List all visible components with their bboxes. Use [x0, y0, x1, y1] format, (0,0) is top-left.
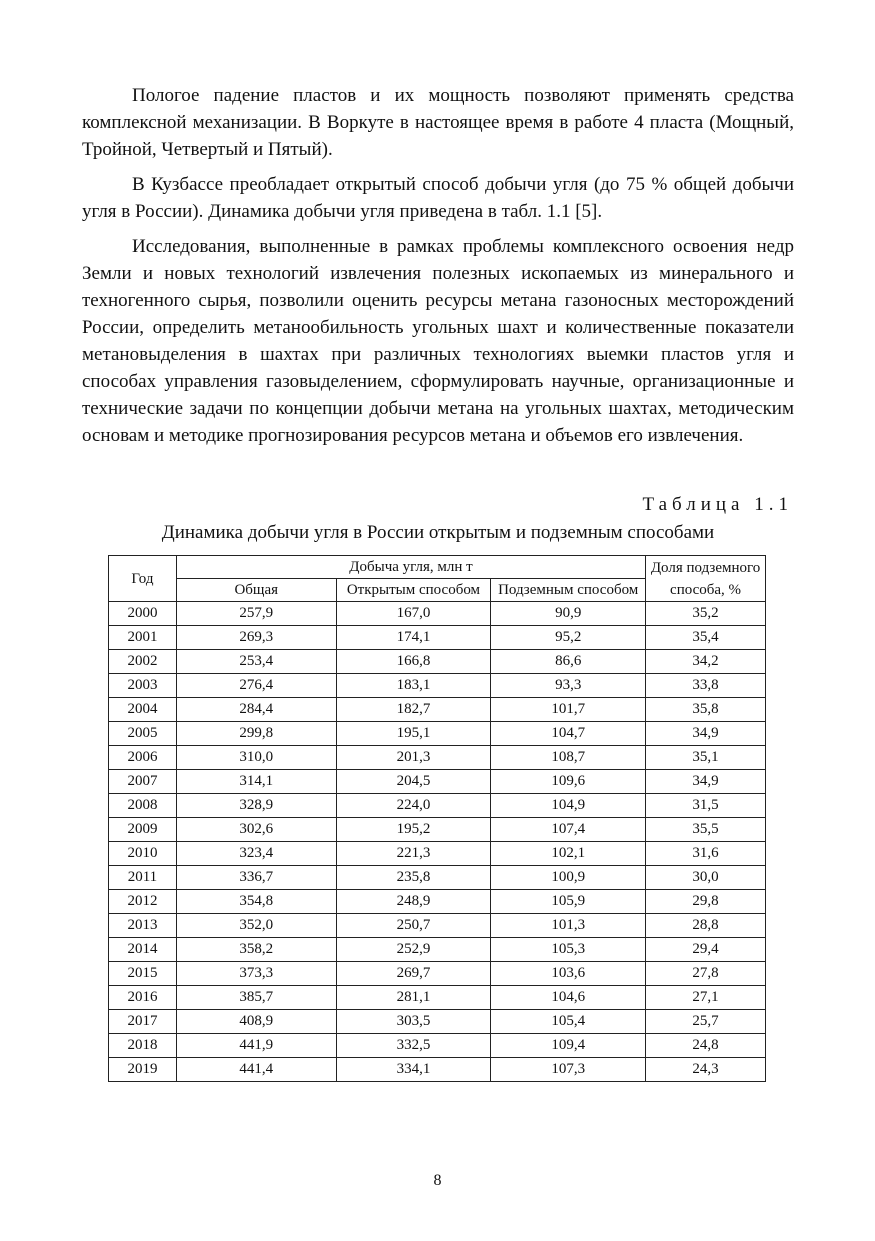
cell-year: 2001 [109, 626, 177, 650]
cell-total: 299,8 [176, 722, 336, 746]
cell-share: 35,5 [646, 818, 766, 842]
cell-open-pit: 248,9 [336, 890, 491, 914]
cell-open-pit: 250,7 [336, 914, 491, 938]
cell-share: 33,8 [646, 674, 766, 698]
table-row [109, 986, 766, 1010]
cell-underground: 93,3 [491, 674, 646, 698]
cell-total: 269,3 [176, 626, 336, 650]
cell-year: 2014 [109, 938, 177, 962]
table-caption: Динамика добычи угля в России открытым и подземным способами [161, 522, 715, 543]
table-row [109, 650, 766, 674]
cell-share: 34,9 [646, 722, 766, 746]
cell-total: 352,0 [176, 914, 336, 938]
header-total: Общая [176, 579, 336, 602]
cell-open-pit: 201,3 [336, 746, 491, 770]
cell-total: 408,9 [176, 1010, 336, 1034]
cell-share: 24,8 [646, 1034, 766, 1058]
cell-underground: 104,6 [491, 986, 646, 1010]
paragraph-1: Пологое падение пластов и их мощность позволяют применять средства комплексной механизации. В Воркуте в настоящее время в работе 4 пласта (Мощный, Тройной, Четвертый и Пятый). [82, 85, 794, 160]
cell-open-pit: 183,1 [336, 674, 491, 698]
cell-underground: 103,6 [491, 962, 646, 986]
table-row [109, 674, 766, 698]
table-row [109, 1010, 766, 1034]
cell-total: 441,4 [176, 1058, 336, 1082]
cell-year: 2015 [109, 962, 177, 986]
table-row [109, 722, 766, 746]
cell-underground: 104,7 [491, 722, 646, 746]
cell-year: 2018 [109, 1034, 177, 1058]
table-row [109, 914, 766, 938]
cell-underground: 101,7 [491, 698, 646, 722]
cell-year: 2012 [109, 890, 177, 914]
cell-total: 276,4 [176, 674, 336, 698]
cell-open-pit: 235,8 [336, 866, 491, 890]
cell-total: 385,7 [176, 986, 336, 1010]
cell-year: 2005 [109, 722, 177, 746]
cell-year: 2011 [109, 866, 177, 890]
cell-share: 24,3 [646, 1058, 766, 1082]
paragraph-3: Исследования, выполненные в рамках проблемы комплексного освоения недр Земли и новых технологий извлечения полезных ископаемых из минерального и техногенного сырья, позволили оценить ресурсы метана газоносных месторождений России, определить метанообильность угольных шахт и количественные показатели метановыделения в шахтах при различных технологиях выемки пластов угля и способах управления газовыделением, сформулировать научные, организационные и технические задачи по концепции добычи метана на угольных шахтах, методическим основам и методике прогнозирования ресурсов метана и объемов его извлечения. [82, 236, 794, 446]
cell-share: 31,5 [646, 794, 766, 818]
cell-year: 2000 [109, 602, 177, 626]
cell-underground: 107,4 [491, 818, 646, 842]
header-year: Год [109, 556, 177, 602]
cell-year: 2007 [109, 770, 177, 794]
cell-open-pit: 252,9 [336, 938, 491, 962]
cell-year: 2008 [109, 794, 177, 818]
table-row [109, 962, 766, 986]
cell-underground: 104,9 [491, 794, 646, 818]
header-underground-share: Доля подземного способа, % [646, 556, 766, 602]
cell-total: 323,4 [176, 842, 336, 866]
cell-underground: 109,6 [491, 770, 646, 794]
table-row [109, 818, 766, 842]
cell-share: 34,9 [646, 770, 766, 794]
cell-underground: 86,6 [491, 650, 646, 674]
cell-share: 31,6 [646, 842, 766, 866]
cell-total: 358,2 [176, 938, 336, 962]
cell-share: 25,7 [646, 1010, 766, 1034]
paragraph-2: В Кузбассе преобладает открытый способ добычи угля (до 75 % общей добычи угля в России). Динамика добычи угля приведена в табл. 1.1 [5]. [82, 174, 794, 222]
table-row [109, 1058, 766, 1082]
cell-share: 27,1 [646, 986, 766, 1010]
table-body [109, 602, 766, 1082]
cell-open-pit: 167,0 [336, 602, 491, 626]
cell-year: 2019 [109, 1058, 177, 1082]
cell-underground: 90,9 [491, 602, 646, 626]
cell-total: 302,6 [176, 818, 336, 842]
cell-share: 35,4 [646, 626, 766, 650]
cell-underground: 108,7 [491, 746, 646, 770]
table-row [109, 842, 766, 866]
cell-year: 2006 [109, 746, 177, 770]
cell-open-pit: 195,1 [336, 722, 491, 746]
coal-production-table [108, 555, 766, 1082]
cell-share: 34,2 [646, 650, 766, 674]
cell-underground: 100,9 [491, 866, 646, 890]
cell-share: 35,1 [646, 746, 766, 770]
cell-share: 27,8 [646, 962, 766, 986]
cell-total: 373,3 [176, 962, 336, 986]
cell-total: 336,7 [176, 866, 336, 890]
cell-underground: 95,2 [491, 626, 646, 650]
table-row [109, 794, 766, 818]
cell-total: 253,4 [176, 650, 336, 674]
cell-open-pit: 332,5 [336, 1034, 491, 1058]
cell-underground: 101,3 [491, 914, 646, 938]
cell-underground: 105,3 [491, 938, 646, 962]
cell-share: 35,2 [646, 602, 766, 626]
page-number: 8 [433, 1172, 442, 1189]
cell-year: 2004 [109, 698, 177, 722]
header-underground: Подземным способом [491, 579, 646, 602]
cell-year: 2016 [109, 986, 177, 1010]
table-row [109, 866, 766, 890]
header-open-pit: Открытым способом [336, 579, 491, 602]
body-text [82, 82, 794, 457]
cell-open-pit: 166,8 [336, 650, 491, 674]
cell-underground: 105,4 [491, 1010, 646, 1034]
cell-total: 354,8 [176, 890, 336, 914]
cell-open-pit: 281,1 [336, 986, 491, 1010]
cell-share: 35,8 [646, 698, 766, 722]
cell-year: 2010 [109, 842, 177, 866]
cell-underground: 109,4 [491, 1034, 646, 1058]
table-row [109, 698, 766, 722]
cell-open-pit: 182,7 [336, 698, 491, 722]
cell-open-pit: 174,1 [336, 626, 491, 650]
cell-underground: 107,3 [491, 1058, 646, 1082]
table-label: Таблица 1.1 [642, 494, 793, 515]
cell-year: 2009 [109, 818, 177, 842]
cell-total: 314,1 [176, 770, 336, 794]
cell-open-pit: 269,7 [336, 962, 491, 986]
cell-year: 2003 [109, 674, 177, 698]
cell-open-pit: 334,1 [336, 1058, 491, 1082]
table-row [109, 746, 766, 770]
cell-year: 2013 [109, 914, 177, 938]
cell-underground: 105,9 [491, 890, 646, 914]
cell-total: 441,9 [176, 1034, 336, 1058]
table-row [109, 770, 766, 794]
cell-total: 328,9 [176, 794, 336, 818]
cell-open-pit: 224,0 [336, 794, 491, 818]
cell-share: 29,4 [646, 938, 766, 962]
cell-share: 28,8 [646, 914, 766, 938]
table-row [109, 938, 766, 962]
cell-underground: 102,1 [491, 842, 646, 866]
table-row [109, 1034, 766, 1058]
cell-open-pit: 221,3 [336, 842, 491, 866]
table-row [109, 602, 766, 626]
cell-share: 30,0 [646, 866, 766, 890]
cell-open-pit: 303,5 [336, 1010, 491, 1034]
cell-year: 2002 [109, 650, 177, 674]
cell-total: 257,9 [176, 602, 336, 626]
cell-share: 29,8 [646, 890, 766, 914]
table-row [109, 890, 766, 914]
cell-open-pit: 204,5 [336, 770, 491, 794]
cell-total: 284,4 [176, 698, 336, 722]
cell-open-pit: 195,2 [336, 818, 491, 842]
header-production-group: Добыча угля, млн т [176, 556, 645, 579]
cell-total: 310,0 [176, 746, 336, 770]
table-row [109, 626, 766, 650]
cell-year: 2017 [109, 1010, 177, 1034]
